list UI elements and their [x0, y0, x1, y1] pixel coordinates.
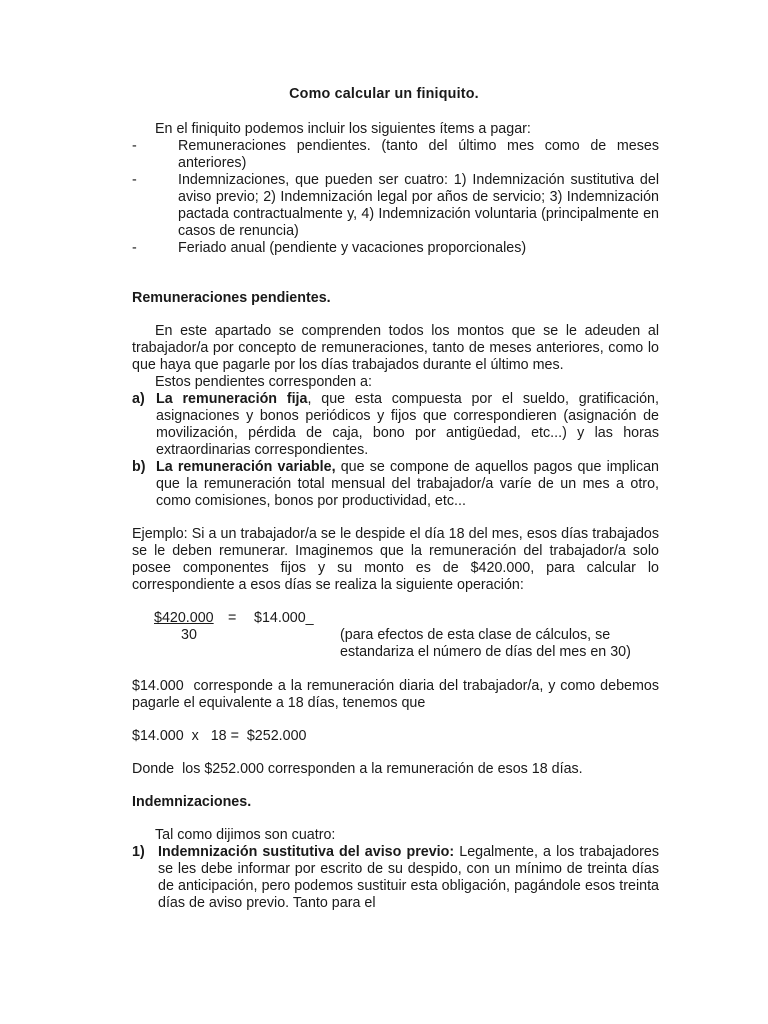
formula-note: (para efectos de esta clase de cálculos, se — [340, 627, 611, 643]
item-letter: a) — [132, 391, 145, 407]
section1-paragraph: En este apartado se comprenden todos los montos que se le adeuden al trabajador/a por concepto de remuneraciones, tanto de meses anteriores, como lo que haya que pagarle por los días trabajados durante el último mes. — [132, 323, 659, 373]
section2-intro: Tal como dijimos son cuatro: — [155, 827, 336, 843]
bullet-item — [132, 240, 659, 257]
lettered-item — [132, 459, 659, 510]
formula-note: estandariza el número de días del mes en 30) — [340, 644, 631, 660]
numbered-item — [132, 844, 659, 912]
document-title: Como calcular un finiquito. — [289, 86, 479, 102]
division-formula — [132, 610, 659, 662]
multiplication-line: $14.000 x 18 = $252.000 — [132, 728, 307, 744]
item-number: 1) — [132, 844, 145, 860]
item-text: que se compone de aquellos pagos que implican que la remuneración total mensual del trabajador/a varíe de un mes a otro, como comisiones, bonos por productividad, etc... — [156, 459, 660, 509]
bullet-text: Remuneraciones pendientes. (tanto del último mes como de meses anteriores) — [178, 138, 659, 171]
section1-subintro: Estos pendientes corresponden a: — [155, 374, 372, 390]
intro-paragraph: En el finiquito podemos incluir los siguientes ítems a pagar: — [155, 121, 531, 137]
bullet-mark: - — [132, 240, 137, 256]
bullet-item — [132, 138, 659, 172]
item-bold-term: La remuneración variable, — [156, 459, 336, 475]
document-body — [132, 121, 663, 912]
formula-numerator: $420.000 — [154, 610, 214, 626]
item-text: , que esta compuesta por el sueldo, gratificación, asignaciones y bonos periódicos y fijos que correspondieren (asignación de movilización, pérdida de caja, bono por antigüedad, etc...) y las horas extraordinarias correspondientes. — [156, 391, 659, 458]
item-letter: b) — [132, 459, 146, 475]
bullet-item — [132, 172, 659, 240]
section-heading-remuneraciones: Remuneraciones pendientes. — [132, 290, 331, 306]
daily-pay-paragraph: $14.000 corresponde a la remuneración diaria del trabajador/a, y como debemos pagarle el equivalente a 18 días, tenemos que — [132, 678, 663, 711]
item-bold-term: Indemnización sustitutiva del aviso previo: — [158, 844, 455, 860]
item-text: Legalmente, a los trabajadores se les debe informar por escrito de su despido, con un mínimo de treinta días de anticipación, pero podemos sustituir esta obligación, pagándole esos treinta días de aviso previo. Tanto para el — [158, 844, 659, 911]
bullet-text: Indemnizaciones, que pueden ser cuatro: 1) Indemnización sustitutiva del aviso previo; 2) Indemnización legal por años de servicio; 3) Indemnización pactada contractualmente y, 4) Indemnización voluntaria (principalmente en casos de renuncia) — [178, 172, 659, 239]
example-paragraph: Ejemplo: Si a un trabajador/a se le despide el día 18 del mes, esos días trabajados se le deben remunerar. Imaginemos que la remuneración del trabajador/a solo posee componentes fijos y su monto es de $420.000, para calcular lo correspondiente a esos días se realiza la siguiente operación: — [132, 526, 659, 593]
formula-result: $14.000_ — [254, 610, 314, 626]
lettered-item — [132, 391, 659, 459]
bullet-text: Feriado anual (pendiente y vacaciones proporcionales) — [178, 240, 527, 256]
formula-denominator: 30 — [181, 627, 197, 643]
bullet-mark: - — [132, 138, 137, 154]
conclusion-paragraph: Donde los $252.000 corresponden a la remuneración de esos 18 días. — [132, 761, 583, 777]
bullet-mark: - — [132, 172, 137, 188]
section-heading-indemnizaciones: Indemnizaciones. — [132, 794, 252, 810]
formula-equals: = — [228, 610, 237, 626]
item-bold-term: La remuneración fija — [156, 391, 308, 407]
